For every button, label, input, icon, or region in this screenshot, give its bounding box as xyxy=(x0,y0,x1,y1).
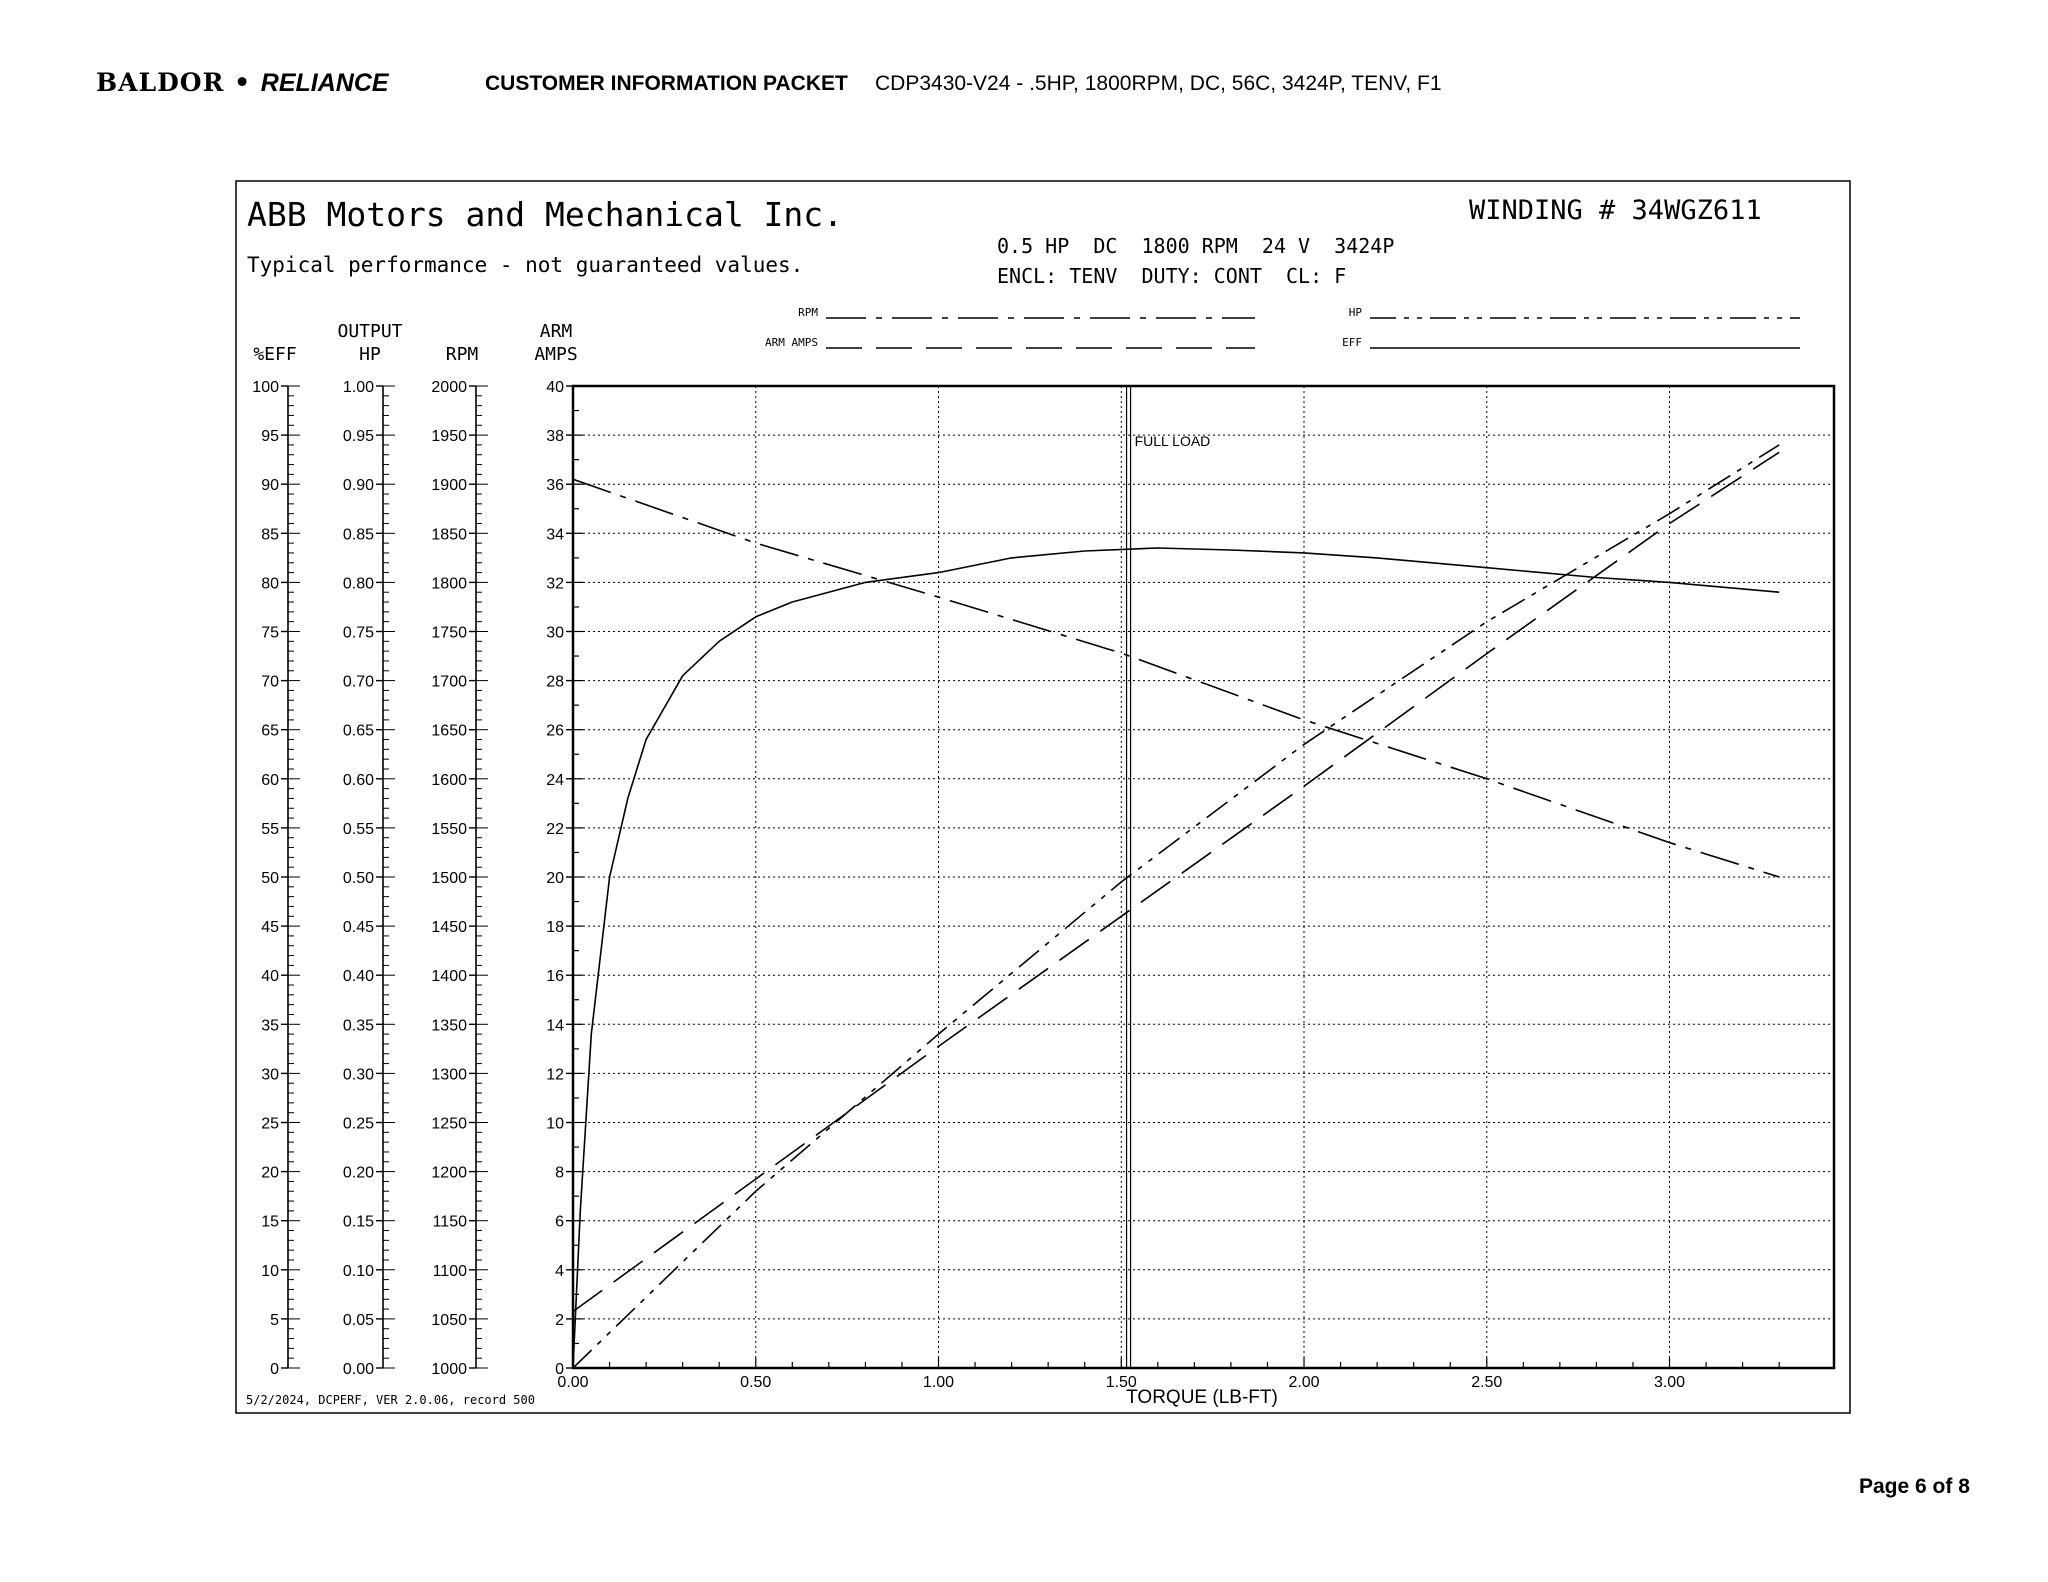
axis-label-amps: 32 xyxy=(546,575,564,593)
brand-logo: BALDOR • RELIANCE xyxy=(96,68,389,97)
axis-label-amps: 12 xyxy=(546,1066,564,1084)
axis-label-eff: 25 xyxy=(261,1115,279,1133)
series-hp xyxy=(573,445,1779,1368)
axis-label-hp: 0.20 xyxy=(342,1164,374,1182)
axis-label-eff: 60 xyxy=(261,771,279,789)
axis-label-amps: 14 xyxy=(546,1017,564,1035)
axis-label-eff: 30 xyxy=(261,1066,279,1084)
chart-subtitle: Typical performance - not guaranteed values. xyxy=(247,253,804,277)
axis-label-eff: 80 xyxy=(261,575,279,593)
axis-label-amps: 16 xyxy=(546,968,564,986)
axis-label-eff: 85 xyxy=(261,526,279,544)
axis-headers xyxy=(253,321,577,365)
chart-legend xyxy=(765,306,1800,349)
axis-label-eff: 75 xyxy=(261,624,279,642)
series-lines xyxy=(573,445,1779,1368)
axis-label-hp: 0.45 xyxy=(342,919,374,937)
chart-title: ABB Motors and Mechanical Inc. xyxy=(247,195,844,234)
axis-label-hp: 0.80 xyxy=(342,575,374,593)
axis-label-eff: 10 xyxy=(261,1262,279,1280)
axis-label-eff: 65 xyxy=(261,722,279,740)
axis-label-amps: 4 xyxy=(555,1262,564,1280)
series-arm-amps xyxy=(573,452,1779,1311)
axis-label-rpm: 1500 xyxy=(431,870,467,887)
axis-label-eff: 90 xyxy=(261,477,279,495)
axis-header-rpm: RPM xyxy=(445,344,479,365)
axis-label-hp: 0.40 xyxy=(342,968,374,986)
axis-label-eff: 70 xyxy=(261,673,279,691)
axis-label-amps: 40 xyxy=(546,379,564,396)
axis-label-hp: 0.90 xyxy=(342,477,374,495)
x-tick-label: 2.00 xyxy=(1288,1374,1320,1391)
axis-label-eff: 35 xyxy=(261,1017,279,1035)
axis-label-hp: 1.00 xyxy=(342,379,374,396)
axis-label-amps: 34 xyxy=(546,526,564,544)
axis-header-hp: HP xyxy=(359,344,381,365)
axis-label-rpm: 1600 xyxy=(431,771,467,789)
axis-label-rpm: 1050 xyxy=(431,1311,467,1329)
axis-label-eff: 40 xyxy=(261,968,279,986)
axis-label-hp: 0.85 xyxy=(342,526,374,544)
model-description: CDP3430-V24 - .5HP, 1800RPM, DC, 56C, 3424P, TENV, F1 xyxy=(875,72,1442,95)
axis-label-rpm: 1100 xyxy=(432,1262,467,1280)
axis-label-eff: 0 xyxy=(270,1361,279,1378)
x-axis-label: TORQUE (LB-FT) xyxy=(1126,1387,1278,1408)
axis-header-amps: ARM xyxy=(539,321,573,342)
axis-label-hp: 0.15 xyxy=(342,1213,374,1231)
axis-label-amps: 30 xyxy=(546,624,564,642)
axis-label-amps: 38 xyxy=(546,428,564,446)
axis-label-amps: 36 xyxy=(546,477,564,495)
axis-label-rpm: 1900 xyxy=(431,477,467,495)
axis-label-rpm: 1200 xyxy=(431,1164,467,1182)
footer-note: 5/2/2024, DCPERF, VER 2.0.06, record 500 xyxy=(246,1393,535,1407)
axis-label-rpm: 1450 xyxy=(431,919,467,937)
axis-label-rpm: 1300 xyxy=(431,1066,467,1084)
axis-label-rpm: 1000 xyxy=(431,1361,467,1378)
left-axes xyxy=(252,379,573,1378)
series-eff xyxy=(573,548,1779,1368)
axis-label-rpm: 1400 xyxy=(431,968,467,986)
axis-header-amps: AMPS xyxy=(534,344,578,365)
x-tick-label: 1.00 xyxy=(922,1374,955,1391)
axis-label-rpm: 1800 xyxy=(431,575,467,593)
axis-label-amps: 8 xyxy=(555,1164,564,1182)
full-load-label: FULL LOAD xyxy=(1134,433,1211,449)
page-number: Page 6 of 8 xyxy=(1859,1475,1970,1498)
axis-label-rpm: 1650 xyxy=(431,722,467,740)
axis-label-amps: 6 xyxy=(555,1213,564,1231)
axis-label-hp: 0.60 xyxy=(342,771,374,789)
axis-label-eff: 95 xyxy=(261,428,279,446)
axis-label-amps: 26 xyxy=(546,722,564,740)
axis-label-hp: 0.10 xyxy=(342,1262,374,1280)
legend-label: ARM AMPS xyxy=(765,336,818,349)
axis-label-eff: 15 xyxy=(261,1213,279,1231)
spec-line-2: ENCL: TENV DUTY: CONT CL: F xyxy=(997,264,1347,288)
packet-title: CUSTOMER INFORMATION PACKET xyxy=(485,72,848,95)
axis-label-eff: 20 xyxy=(261,1164,279,1182)
axis-label-eff: 45 xyxy=(261,919,279,937)
axis-label-hp: 0.55 xyxy=(342,820,374,838)
axis-label-eff: 50 xyxy=(261,870,279,887)
axis-label-rpm: 1250 xyxy=(431,1115,467,1133)
plot-grid xyxy=(573,386,1834,1368)
x-tick-label: 2.50 xyxy=(1471,1374,1503,1391)
axis-label-hp: 0.35 xyxy=(342,1017,374,1035)
axis-label-hp: 0.50 xyxy=(342,870,374,887)
axis-label-rpm: 1350 xyxy=(431,1017,467,1035)
axis-label-rpm: 1750 xyxy=(431,624,467,642)
axis-label-rpm: 1150 xyxy=(432,1213,467,1231)
axis-label-amps: 2 xyxy=(555,1311,564,1329)
axis-label-hp: 0.25 xyxy=(342,1115,374,1133)
x-tick-label: 0.00 xyxy=(557,1374,589,1391)
x-axis xyxy=(557,1374,1685,1408)
axis-label-rpm: 1950 xyxy=(431,428,467,446)
axis-label-amps: 28 xyxy=(546,673,564,691)
axis-label-rpm: 1550 xyxy=(431,820,467,838)
axis-label-amps: 24 xyxy=(546,771,564,789)
legend-label: RPM xyxy=(798,306,818,319)
axis-header-hp: OUTPUT xyxy=(337,321,403,342)
x-tick-label: 3.00 xyxy=(1653,1374,1686,1391)
chart-frame xyxy=(236,181,1850,1413)
axis-header-eff: %EFF xyxy=(253,344,297,365)
legend-label: EFF xyxy=(1342,336,1362,349)
axis-label-hp: 0.75 xyxy=(342,624,374,642)
axis-label-rpm: 1700 xyxy=(431,673,467,691)
axis-label-hp: 0.95 xyxy=(342,428,374,446)
axis-label-rpm: 1850 xyxy=(431,526,467,544)
x-tick-label: 1.50 xyxy=(1105,1374,1137,1391)
axis-label-hp: 0.00 xyxy=(342,1361,374,1378)
axis-label-amps: 18 xyxy=(546,919,564,937)
axis-label-rpm: 2000 xyxy=(431,379,467,396)
series-rpm xyxy=(573,479,1779,877)
winding-number: WINDING # 34WGZ611 xyxy=(1469,195,1762,226)
axis-label-hp: 0.05 xyxy=(342,1311,374,1329)
spec-line-1: 0.5 HP DC 1800 RPM 24 V 3424P xyxy=(997,234,1395,258)
axis-label-amps: 0 xyxy=(555,1361,564,1378)
axis-label-hp: 0.30 xyxy=(342,1066,374,1084)
axis-label-hp: 0.65 xyxy=(342,722,374,740)
axis-label-eff: 100 xyxy=(252,379,279,396)
axis-label-hp: 0.70 xyxy=(342,673,374,691)
axis-label-amps: 22 xyxy=(546,820,564,838)
axis-label-amps: 20 xyxy=(546,870,564,887)
x-tick-label: 0.50 xyxy=(740,1374,772,1391)
axis-label-amps: 10 xyxy=(546,1115,564,1133)
axis-label-eff: 5 xyxy=(270,1311,279,1329)
legend-label: HP xyxy=(1348,306,1362,319)
axis-label-eff: 55 xyxy=(261,820,279,838)
